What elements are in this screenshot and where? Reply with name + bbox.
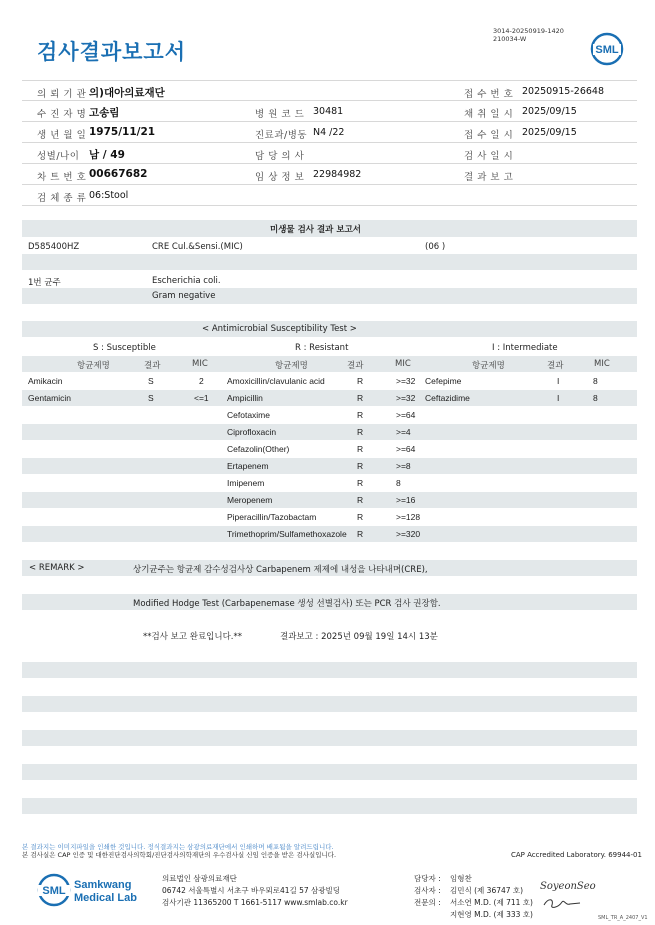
value-patient-name: 고송림	[89, 107, 120, 119]
row-band	[22, 390, 637, 406]
remark-line-2: Modified Hodge Test (Carbapenemase 생성 선별검사) 또는 PCR 검사 권장함.	[133, 599, 441, 609]
label-institution: 의 뢰 기 관	[37, 89, 87, 100]
test-number: (06 )	[425, 242, 446, 252]
sml-logo-icon	[590, 32, 624, 69]
info-row-chart	[22, 164, 637, 185]
form-code: SML_TR_A_2407_V1	[598, 915, 648, 921]
sml-logo-text: SML	[595, 44, 619, 56]
value-sex-age: 남 / 49	[89, 149, 125, 161]
drug-mic: >=320	[396, 529, 421, 539]
drug-result: R	[357, 512, 364, 522]
drug-name: Cefepime	[425, 376, 462, 386]
staff-name: 임형찬	[450, 874, 472, 883]
drug-result: S	[148, 376, 154, 386]
header-mic-1: MIC	[192, 359, 208, 369]
info-row-sex-age	[22, 143, 637, 164]
section-title: 미생물 검사 결과 보고서	[270, 225, 361, 235]
legend-susceptible: S : Susceptible	[93, 343, 156, 353]
drug-mic: >=16	[396, 495, 416, 505]
drug-mic: <=1	[194, 393, 209, 403]
report-code-line-2: 210034-W	[493, 35, 527, 43]
label-result-report: 결 과 보 고	[464, 172, 514, 183]
report-complete-note: **검사 보고 완료입니다.**	[143, 632, 243, 642]
label-chart-no: 차 트 번 호	[37, 172, 87, 183]
label-collection-date: 채 취 일 시	[464, 109, 514, 120]
report-time: 결과보고 : 2025년 09월 19일 14시 13분	[280, 632, 438, 642]
gram-stain: Gram negative	[152, 291, 216, 301]
drug-mic: >=32	[396, 393, 416, 403]
drug-name: Amoxicillin/clavulanic acid	[227, 376, 325, 386]
brand-line-1: Samkwang	[74, 879, 132, 891]
row-band	[22, 492, 637, 508]
header-result-3: 결과	[547, 361, 564, 371]
value-specimen-type: 06:Stool	[89, 190, 129, 201]
organism-label: 1번 균주	[28, 278, 61, 288]
drug-name: Imipenem	[227, 478, 265, 488]
drug-mic: >=4	[396, 427, 411, 437]
drug-mic: >=128	[396, 512, 421, 522]
report-code	[493, 27, 564, 43]
drug-result: R	[357, 495, 364, 505]
test-name: CRE Cul.&Sensi.(MIC)	[152, 242, 243, 252]
samkwang-logo	[36, 871, 146, 914]
org-contact: 검사기관 11365200 T 1661-5117 www.smlab.co.kr	[162, 898, 348, 907]
remark-line-1: 상기균주는 항균제 감수성검사상 Carbapenem 제제에 내성을 나타내며(CRE),	[133, 565, 428, 575]
report-code-line-1: 3014-20250919-1420	[493, 27, 564, 35]
brand-line-2: Medical Lab	[74, 892, 137, 904]
drug-result: R	[357, 376, 364, 386]
print-notice: 본 결과지는 이미지파일을 인쇄한 것입니다. 정식결과지는 삼광의료재단에서 인쇄하며 배포됨을 알려드립니다.	[22, 843, 334, 851]
label-test-date: 검 사 일 시	[464, 151, 514, 162]
label-hospital-code: 병 원 코 드	[255, 109, 305, 120]
drug-mic: >=64	[396, 410, 416, 420]
page-title: 검사결과보고서	[37, 40, 187, 64]
drug-name: Trimethoprim/Sulfamethoxazole	[227, 529, 347, 539]
header-mic-2: MIC	[395, 359, 411, 369]
value-clinical-info: 22984982	[313, 169, 362, 180]
drug-mic: >=64	[396, 444, 416, 454]
value-hospital-code: 30481	[313, 106, 344, 117]
drug-mic: >=8	[396, 461, 411, 471]
remark-label: < REMARK >	[29, 563, 85, 573]
value-received-date: 2025/09/15	[522, 127, 577, 138]
header-result-2: 결과	[347, 361, 364, 371]
label-specimen-type: 검 체 종 류	[37, 193, 87, 204]
legend-intermediate: I : Intermediate	[492, 343, 558, 353]
row-band	[22, 424, 637, 440]
drug-result: R	[357, 393, 364, 403]
value-accession-no: 20250915-26648	[522, 86, 605, 97]
drug-name: Piperacillin/Tazobactam	[227, 512, 317, 522]
label-patient-name: 수 진 자 명	[37, 109, 87, 120]
label-physician: 담 당 의 사	[255, 151, 305, 162]
header-drug-1: 항균제명	[77, 361, 110, 371]
drug-result: R	[357, 444, 364, 454]
drug-result: R	[357, 478, 364, 488]
label-sex-age: 성별/나이	[37, 151, 80, 162]
staff-role: 전문의 :	[414, 898, 441, 907]
header-drug-3: 항균제명	[472, 361, 505, 371]
legend-resistant: R : Resistant	[295, 343, 349, 353]
row-band	[22, 254, 637, 270]
logo-text: SML	[42, 885, 66, 897]
value-institution: 의)대아의료재단	[89, 87, 165, 99]
row-band	[22, 730, 637, 746]
row-band	[22, 288, 637, 304]
row-band	[22, 458, 637, 474]
drug-result: S	[148, 393, 154, 403]
row-band	[22, 662, 637, 678]
drug-mic: 8	[593, 393, 598, 403]
value-chart-no: 00667682	[89, 168, 148, 180]
staff-role: 검사자 :	[414, 886, 441, 895]
value-birth-date: 1975/11/21	[89, 126, 156, 138]
staff-name: 김민식 (제 36747 호)	[450, 886, 524, 895]
drug-name: Ciprofloxacin	[227, 427, 277, 437]
ast-title: < Antimicrobial Susceptibility Test >	[202, 324, 357, 334]
drug-name: Ertapenem	[227, 461, 269, 471]
header-drug-2: 항균제명	[275, 361, 308, 371]
drug-name: Cefazolin(Other)	[227, 444, 290, 454]
org-address: 06742 서울특별시 서초구 바우뫼로41길 57 삼광빌딩	[162, 886, 341, 895]
drug-mic: 2	[199, 376, 204, 386]
drug-result: R	[357, 427, 364, 437]
remark-band	[22, 560, 637, 576]
accreditation-notice: 본 검사실은 CAP 인증 및 대한진단검사의학회/진단검사의학재단의 우수검사실 신임 인증을 받은 검사실입니다.	[22, 851, 337, 859]
label-birth-date: 생 년 월 일	[37, 130, 87, 141]
org-name: 의료법인 삼광의료재단	[162, 874, 237, 883]
cap-accreditation: CAP Accredited Laboratory. 69944-01	[511, 851, 642, 859]
drug-name: Cefotaxime	[227, 410, 270, 420]
info-row-patient	[22, 101, 637, 122]
label-clinical-info: 임 상 정 보	[255, 172, 305, 183]
row-band	[22, 696, 637, 712]
organism-name: Escherichia coli.	[152, 276, 221, 286]
header-mic-3: MIC	[594, 359, 610, 369]
signature-scribble-icon	[542, 896, 582, 913]
drug-name: Ampicillin	[227, 393, 263, 403]
section-title-band	[22, 220, 637, 237]
drug-name: Meropenem	[227, 495, 273, 505]
remark-band	[22, 594, 637, 610]
drug-result: R	[357, 410, 364, 420]
drug-result: R	[357, 529, 364, 539]
label-accession-no: 접 수 번 호	[464, 89, 514, 100]
drug-name: Gentamicin	[28, 393, 71, 403]
drug-result: I	[557, 376, 560, 386]
row-band	[22, 798, 637, 814]
row-band	[22, 764, 637, 780]
header-result-1: 결과	[144, 361, 161, 371]
info-row-birth	[22, 122, 637, 143]
label-department: 진료과/병동	[255, 130, 308, 141]
drug-mic: >=32	[396, 376, 416, 386]
staff-name: 서소연 M.D. (제 711 호)	[450, 898, 533, 907]
drug-name: Ceftazidime	[425, 393, 470, 403]
value-department: N4 /22	[313, 127, 345, 138]
drug-mic: 8	[396, 478, 401, 488]
drug-name: Amikacin	[28, 376, 63, 386]
info-row-institution	[22, 80, 637, 101]
value-collection-date: 2025/09/15	[522, 106, 577, 117]
staff-name: 지현영 M.D. (제 333 호)	[450, 910, 533, 919]
test-code: D585400HZ	[28, 242, 80, 252]
handwritten-signature: SoyeonSeo	[540, 881, 596, 892]
info-row-specimen	[22, 185, 637, 206]
drug-mic: 8	[593, 376, 598, 386]
staff-role: 담당자 :	[414, 874, 441, 883]
ast-header-band	[22, 356, 637, 372]
drug-result: R	[357, 461, 364, 471]
label-received-date: 접 수 일 시	[464, 130, 514, 141]
drug-result: I	[557, 393, 560, 403]
ast-title-band	[22, 321, 637, 337]
